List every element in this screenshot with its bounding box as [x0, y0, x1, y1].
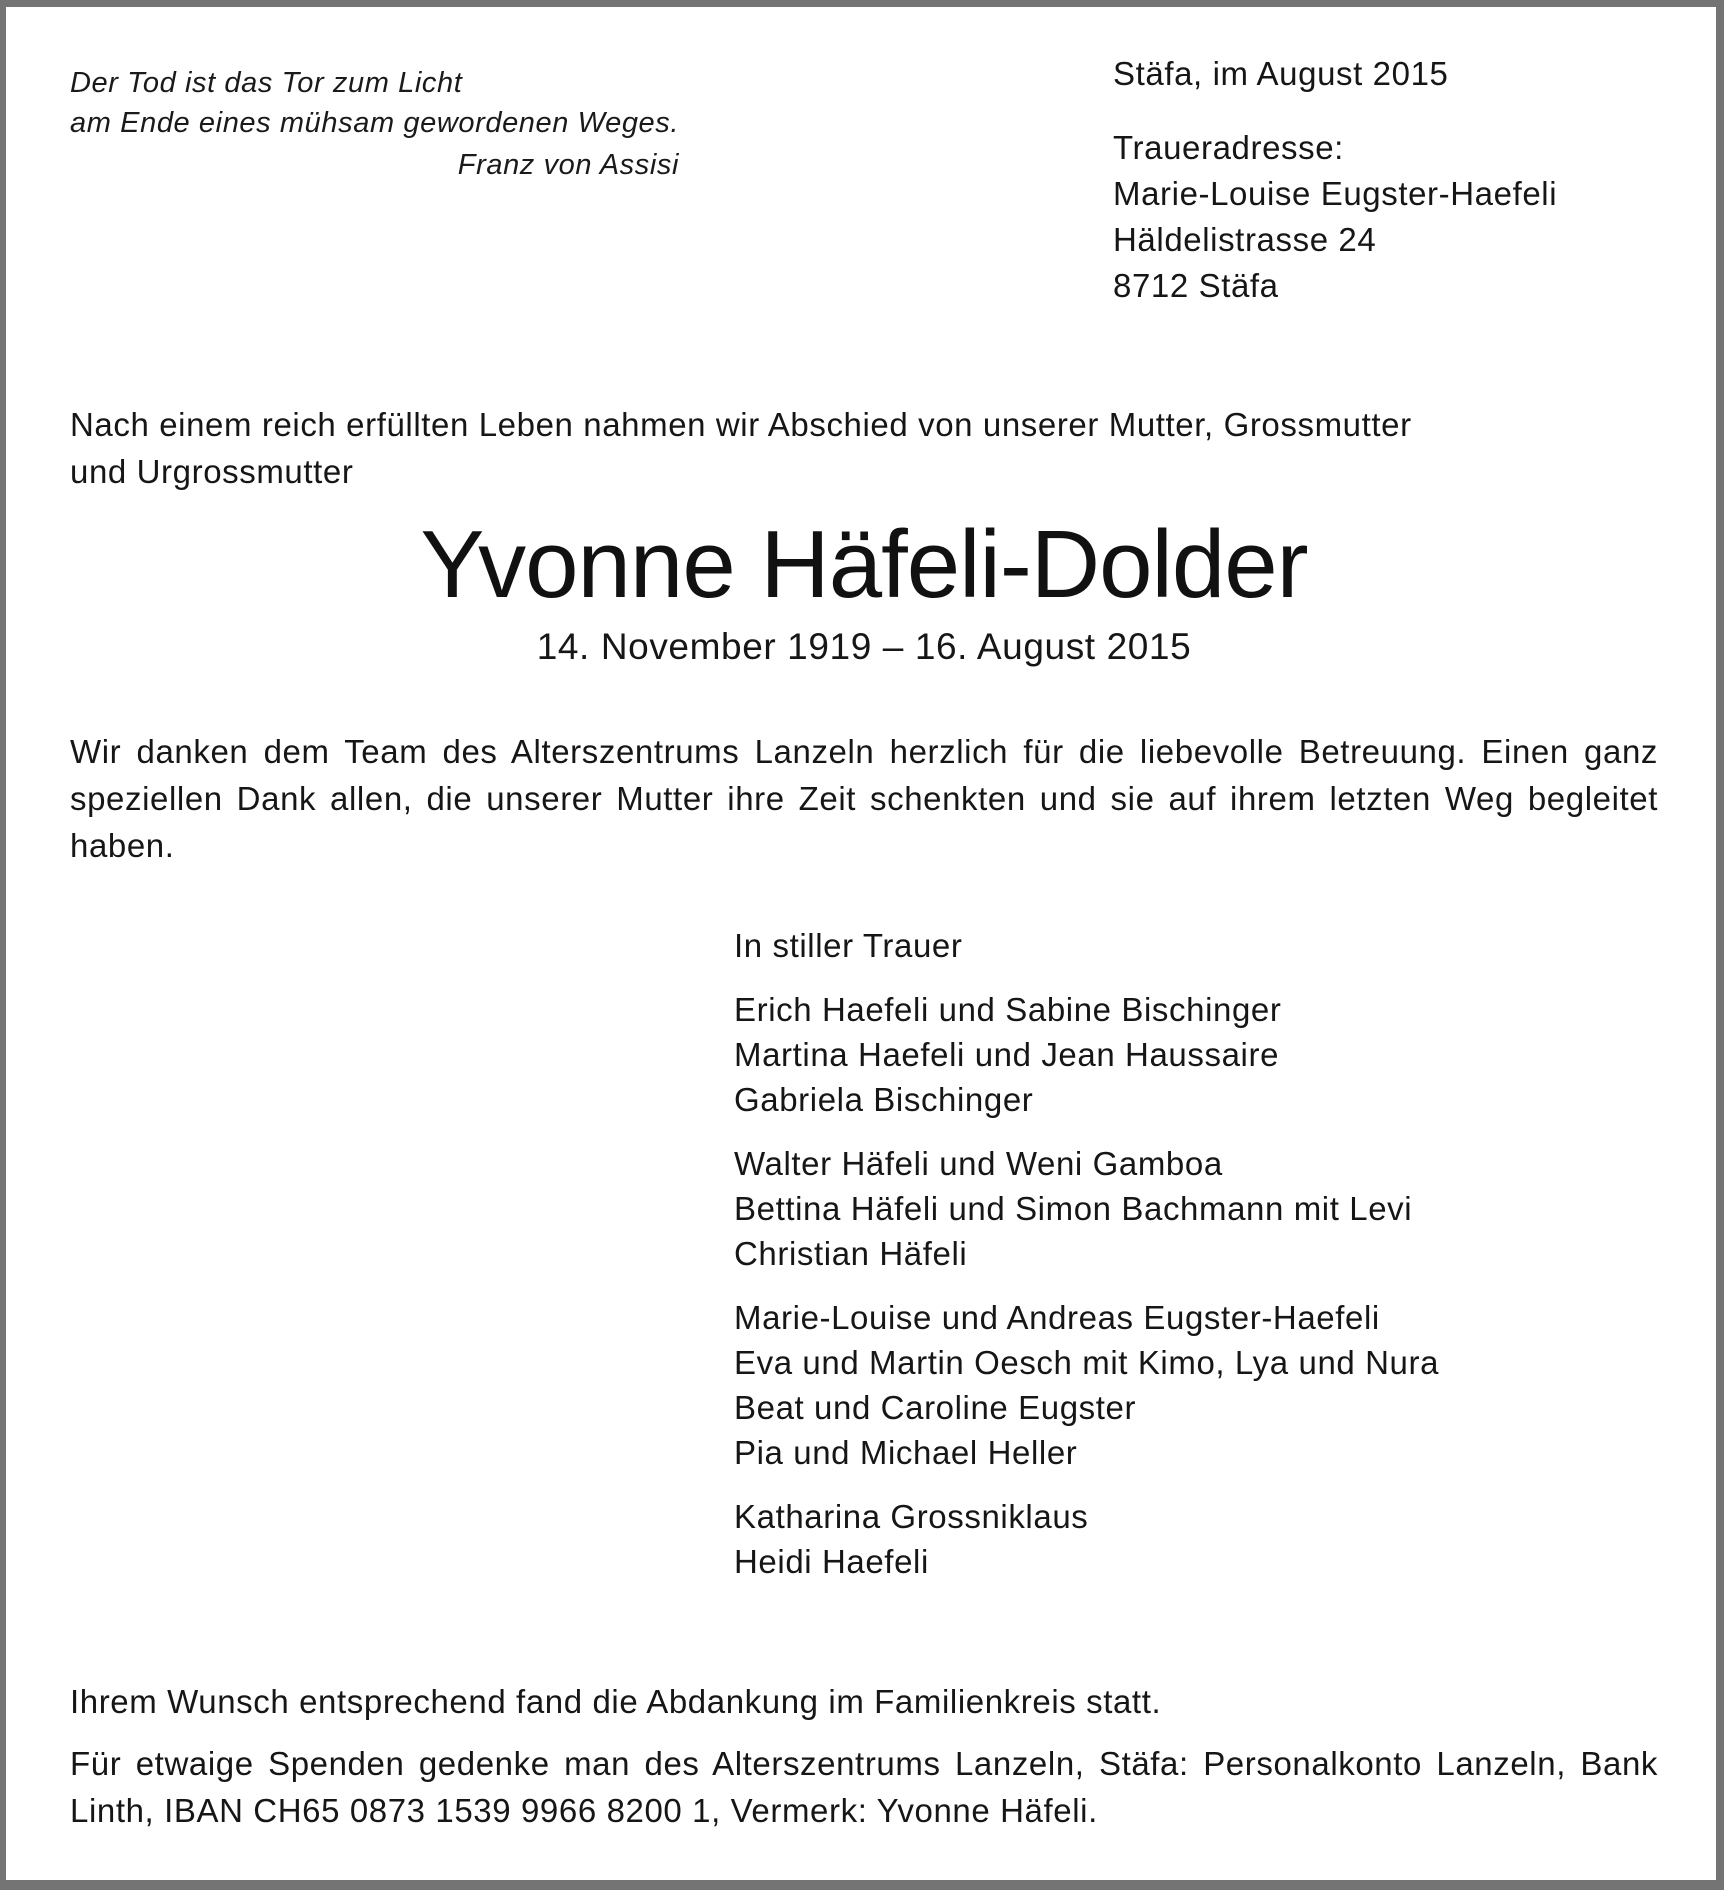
header-row	[70, 51, 1658, 309]
intro-text	[70, 401, 1658, 495]
epigraph	[70, 51, 679, 185]
mourner-group-2	[734, 1141, 1658, 1276]
mourner-group-4	[734, 1494, 1658, 1584]
mourner-line: Beat und Caroline Eugster	[734, 1388, 1137, 1426]
mourning-address-label: Traueradresse:	[1113, 129, 1344, 166]
thanks-text: Wir danken dem Team des Alterszentrums Lanzeln herzlich für die liebevolle Betreuung. Einen ganz speziellen Dank allen, die unserer Mutter ihre Zeit schenkten und sie auf ihrem letzten Weg begleitet haben.	[70, 732, 1658, 864]
mourning-address-block	[1113, 51, 1658, 309]
donation-note: Für etwaige Spenden gedenke man des Alterszentrums Lanzeln, Stäfa: Personalkonto Lanzeln, Bank Linth, IBAN CH65 0873 1539 9966 8200 1, Vermerk: Yvonne Häfeli.	[70, 1744, 1658, 1829]
mourner-line: Christian Häfeli	[734, 1234, 968, 1272]
obituary-page	[6, 7, 1716, 1880]
mourners-heading: In stiller Trauer	[734, 926, 963, 964]
closing-notes	[70, 1678, 1658, 1834]
intro-line-2: und Urgrossmutter	[70, 453, 354, 490]
deceased-name: Yvonne Häfeli-Dolder	[420, 511, 1308, 618]
mourner-line: Gabriela Bischinger	[734, 1080, 1034, 1118]
dateline: Stäfa, im August 2015	[1113, 55, 1449, 92]
mourners-section	[70, 923, 1658, 1584]
intro-line-1: Nach einem reich erfüllten Leben nahmen wir Abschied von unserer Mutter, Grossmutter	[70, 406, 1412, 443]
mourner-line: Erich Haefeli und Sabine Bischinger	[734, 990, 1282, 1028]
mourning-address-city: 8712 Stäfa	[1113, 267, 1279, 304]
epigraph-line-1: Der Tod ist das Tor zum Licht	[70, 67, 463, 99]
funeral-note: Ihrem Wunsch entsprechend fand die Abdankung im Familienkreis statt.	[70, 1682, 1162, 1720]
mourner-line: Katharina Grossniklaus	[734, 1497, 1089, 1535]
life-dates: 14. November 1919 – 16. August 2015	[536, 625, 1192, 667]
mourner-line: Pia und Michael Heller	[734, 1433, 1078, 1471]
mourner-line: Eva und Martin Oesch mit Kimo, Lya und Nura	[734, 1343, 1440, 1381]
mourner-line: Heidi Haefeli	[734, 1542, 929, 1580]
mourner-line: Walter Häfeli und Weni Gamboa	[734, 1144, 1223, 1182]
mourner-line: Bettina Häfeli und Simon Bachmann mit Levi	[734, 1189, 1413, 1227]
mourning-address-name: Marie-Louise Eugster-Haefeli	[1113, 175, 1558, 212]
mourner-group-1	[734, 987, 1658, 1122]
epigraph-line-2: am Ende eines mühsam gewordenen Weges.	[70, 107, 680, 139]
epigraph-attribution: Franz von Assisi	[457, 149, 680, 181]
mourner-line: Martina Haefeli und Jean Haussaire	[734, 1035, 1280, 1073]
mourner-line: Marie-Louise und Andreas Eugster-Haefeli	[734, 1298, 1380, 1336]
mourning-address-street: Häldelistrasse 24	[1113, 221, 1377, 258]
mourner-group-3	[734, 1295, 1658, 1475]
